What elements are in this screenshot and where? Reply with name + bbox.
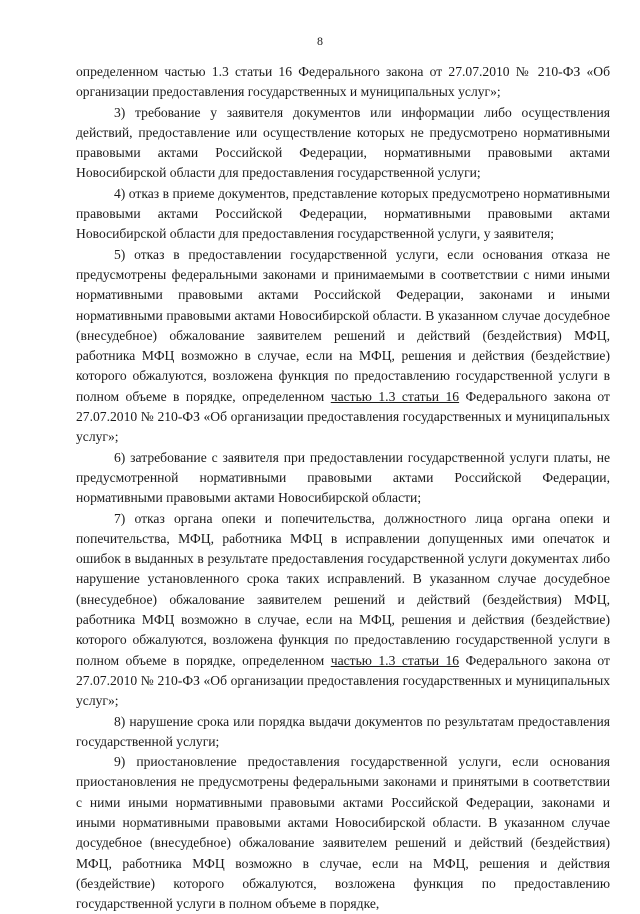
paragraph: [76, 712, 610, 753]
paragraph: [76, 448, 610, 509]
paragraph: [76, 752, 610, 914]
paragraph-text: определенном частью 1.3 статьи 16 Федерального закона от 27.07.2010 № 210-ФЗ «Об организации предоставления государственных и муниципальных услуг»;: [76, 64, 610, 100]
paragraph: [76, 509, 610, 712]
paragraph-text: 8) нарушение срока или порядка выдачи документов по результатам предоставления государственной услуги;: [76, 713, 610, 749]
paragraph-text: 4) отказ в приеме документов, представление которых предусмотрено нормативными правовыми актами Российской Федерации, нормативными правовыми актами Новосибирской области для предоставления государственной услуги, у заявителя;: [76, 185, 610, 242]
paragraph: [76, 245, 610, 448]
paragraph: [76, 184, 610, 245]
paragraph-text: 6) затребование с заявителя при предоставлении государственной услуги платы, не предусмотренной нормативными правовыми актами Российской Федерации, нормативными правовыми актами Новосибирской области;: [76, 449, 610, 506]
paragraph-text: Федерального закона от 27.07.2010 № 210-ФЗ «Об организации предоставления государственных и муниципальных услуг»;: [76, 388, 610, 445]
paragraph-text: 9) приостановление предоставления государственной услуги, если основания приостановления не предусмотрены федеральными законами и принятыми в соответствии с ними иными нормативными правовыми актами Российской Федерации, законами и иными нормативными правовыми актами Новосибирской области. В указанном случае досудебное (внесудебное) обжалование заявителем решений и действий (бездействия) МФЦ, работника МФЦ возможно в случае, если на МФЦ, решения и действия (бездействие) которого обжалуются, возложена функция по предоставлению государственной услуги в полном объеме в порядке,: [76, 754, 610, 912]
law-reference-link[interactable]: частью 1.3 статьи 16: [330, 388, 460, 404]
paragraph-text: 7) отказ органа опеки и попечительства, должностного лица органа опеки и попечительства, МФЦ, работника МФЦ в исправлении допущенных ими опечаток и ошибок в выданных в результате предоставления государственной услуги документах либо нарушение установленного срока таких исправлений. В указанном случае досудебное (внесудебное) обжалование заявителем решений и действий (бездействия) МФЦ, работника МФЦ возможно в случае, если на МФЦ, решения и действия (бездействие) которого обжалуются, возложена функция по предоставлению государственной услуги в полном объеме в порядке, определенном: [76, 510, 610, 668]
law-reference-link[interactable]: частью 1.3 статьи 16: [330, 652, 460, 668]
paragraph-text: Федерального закона от 27.07.2010 № 210-ФЗ «Об организации предоставления государственных и муниципальных услуг»;: [76, 652, 610, 709]
page-number: 8: [317, 34, 323, 48]
document-body: [76, 62, 610, 914]
paragraph-text: 3) требование у заявителя документов или информации либо осуществления действий, предоставление или осуществление которых не предусмотрено нормативными правовыми актами Российской Федерации, нормативными правовыми актами Новосибирской области для предоставления государственной услуги;: [76, 104, 610, 181]
paragraph: [76, 103, 610, 184]
paragraph-text: 5) отказ в предоставлении государственной услуги, если основания отказа не предусмотрены федеральными законами и принимаемыми в соответствии с ними иными нормативными правовыми актами Российской Федерации, законами и иными нормативными правовыми актами Новосибирской области. В указанном случае досудебное (внесудебное) обжалование заявителем решений и действий (бездействия) МФЦ, работника МФЦ возможно в случае, если на МФЦ, решения и действия (бездействие) которого обжалуются, возложена функция по предоставлению государственной услуги в полном объеме в порядке, определенном: [76, 246, 610, 404]
paragraph: [76, 62, 610, 103]
